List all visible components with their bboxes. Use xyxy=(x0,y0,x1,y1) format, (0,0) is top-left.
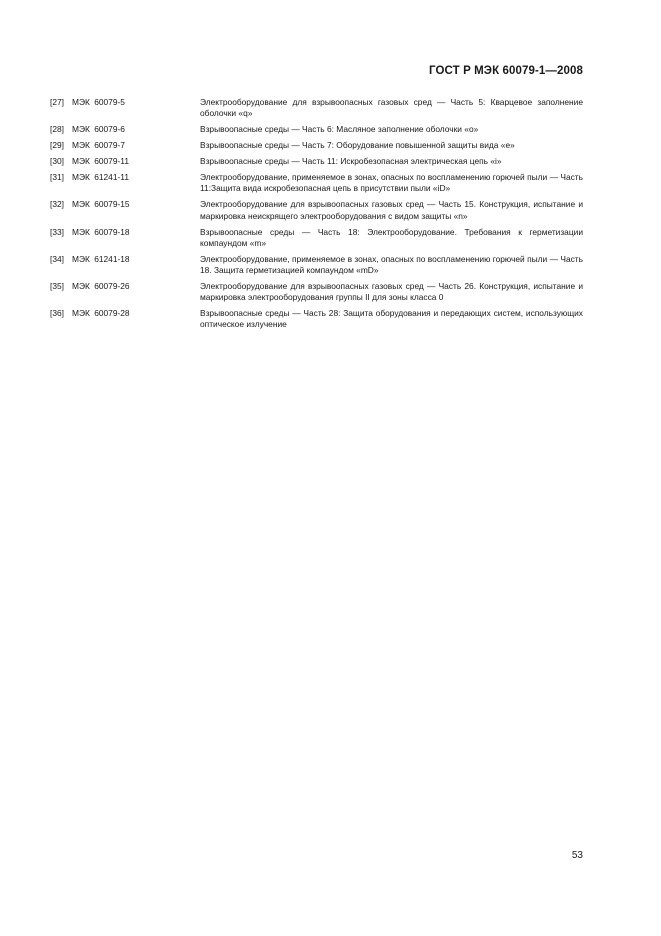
reference-number: [29] xyxy=(50,140,64,151)
reference-number: [35] xyxy=(50,281,64,292)
reference-title: Электрооборудование, применяемое в зонах, опасных по воспламенению горючей пыли — Часть 11:Защита вида искробезопасная цепь в присутствии пыли «iD» xyxy=(200,172,583,194)
page-number: 53 xyxy=(571,850,583,861)
bibliography-entry xyxy=(50,156,583,167)
reference-title: Взрывоопасные среды — Часть 7: Оборудование повышенной защиты вида «е» xyxy=(200,140,515,151)
reference-number: [27] xyxy=(50,97,64,107)
reference-number: [32] xyxy=(50,199,64,210)
bibliography-entry xyxy=(50,281,583,303)
bibliography-list xyxy=(50,97,583,335)
reference-code: МЭК 60079-11 xyxy=(72,156,129,167)
reference-code: МЭК 60079-6 xyxy=(72,124,125,135)
reference-title: Взрывоопасные среды — Часть 18: Электрооборудование. Требования к герметизации компаундом «m» xyxy=(200,226,583,248)
bibliography-entry xyxy=(50,124,583,135)
reference-number: [33] xyxy=(50,226,64,237)
reference-title: Взрывоопасные среды — Часть 6: Масляное заполнение оболочки «о» xyxy=(200,124,479,135)
bibliography-entry xyxy=(50,97,583,119)
reference-number: [36] xyxy=(50,308,64,319)
bibliography-entry xyxy=(50,140,583,151)
reference-code: МЭК 60079-15 xyxy=(72,199,130,210)
reference-code: МЭК 60079-18 xyxy=(72,226,130,237)
reference-number: [30] xyxy=(50,156,64,167)
reference-code: МЭК 61241-18 xyxy=(72,253,130,264)
bibliography-entry xyxy=(50,308,583,330)
bibliography-entry xyxy=(50,199,583,221)
reference-code: МЭК 60079-7 xyxy=(72,140,125,151)
reference-code: МЭК 61241-11 xyxy=(72,172,129,183)
reference-number: [34] xyxy=(50,253,64,264)
reference-title: Электрооборудование для взрывоопасных газовых сред — Часть 26. Конструкция, испытание и маркировка электрооборудования группы II для зоны класса 0 xyxy=(200,281,583,303)
bibliography-entry xyxy=(50,227,583,249)
reference-title: Взрывоопасные среды — Часть 11: Искробезопасная электрическая цепь «i» xyxy=(200,156,502,167)
reference-code: МЭК 60079-26 xyxy=(72,281,130,292)
reference-number: [31] xyxy=(50,172,64,183)
reference-code: МЭК 60079-28 xyxy=(72,308,130,319)
reference-number: [28] xyxy=(50,124,64,135)
bibliography-entry xyxy=(50,254,583,276)
reference-title: Электрооборудование для взрывоопасных газовых сред — Часть 5: Кварцевое заполнение оболочки «q» xyxy=(200,97,583,119)
reference-title: Электрооборудование для взрывоопасных газовых сред — Часть 15. Конструкция, испытание и маркировка неискрящего электрооборудования с видом защиты «n» xyxy=(200,199,583,221)
reference-title: Электрооборудование, применяемое в зонах, опасных по воспламенению горючей пыли — Часть 18. Защита герметизацией компаундом «mD» xyxy=(200,253,583,276)
document-header: ГОСТ Р МЭК 60079-1—2008 xyxy=(429,65,583,77)
reference-code: МЭК 60079-5 xyxy=(72,97,125,107)
bibliography-entry xyxy=(50,172,583,194)
reference-title: Взрывоопасные среды — Часть 28: Защита оборудования и передающих систем, использующих оптическое излучение xyxy=(200,308,583,330)
